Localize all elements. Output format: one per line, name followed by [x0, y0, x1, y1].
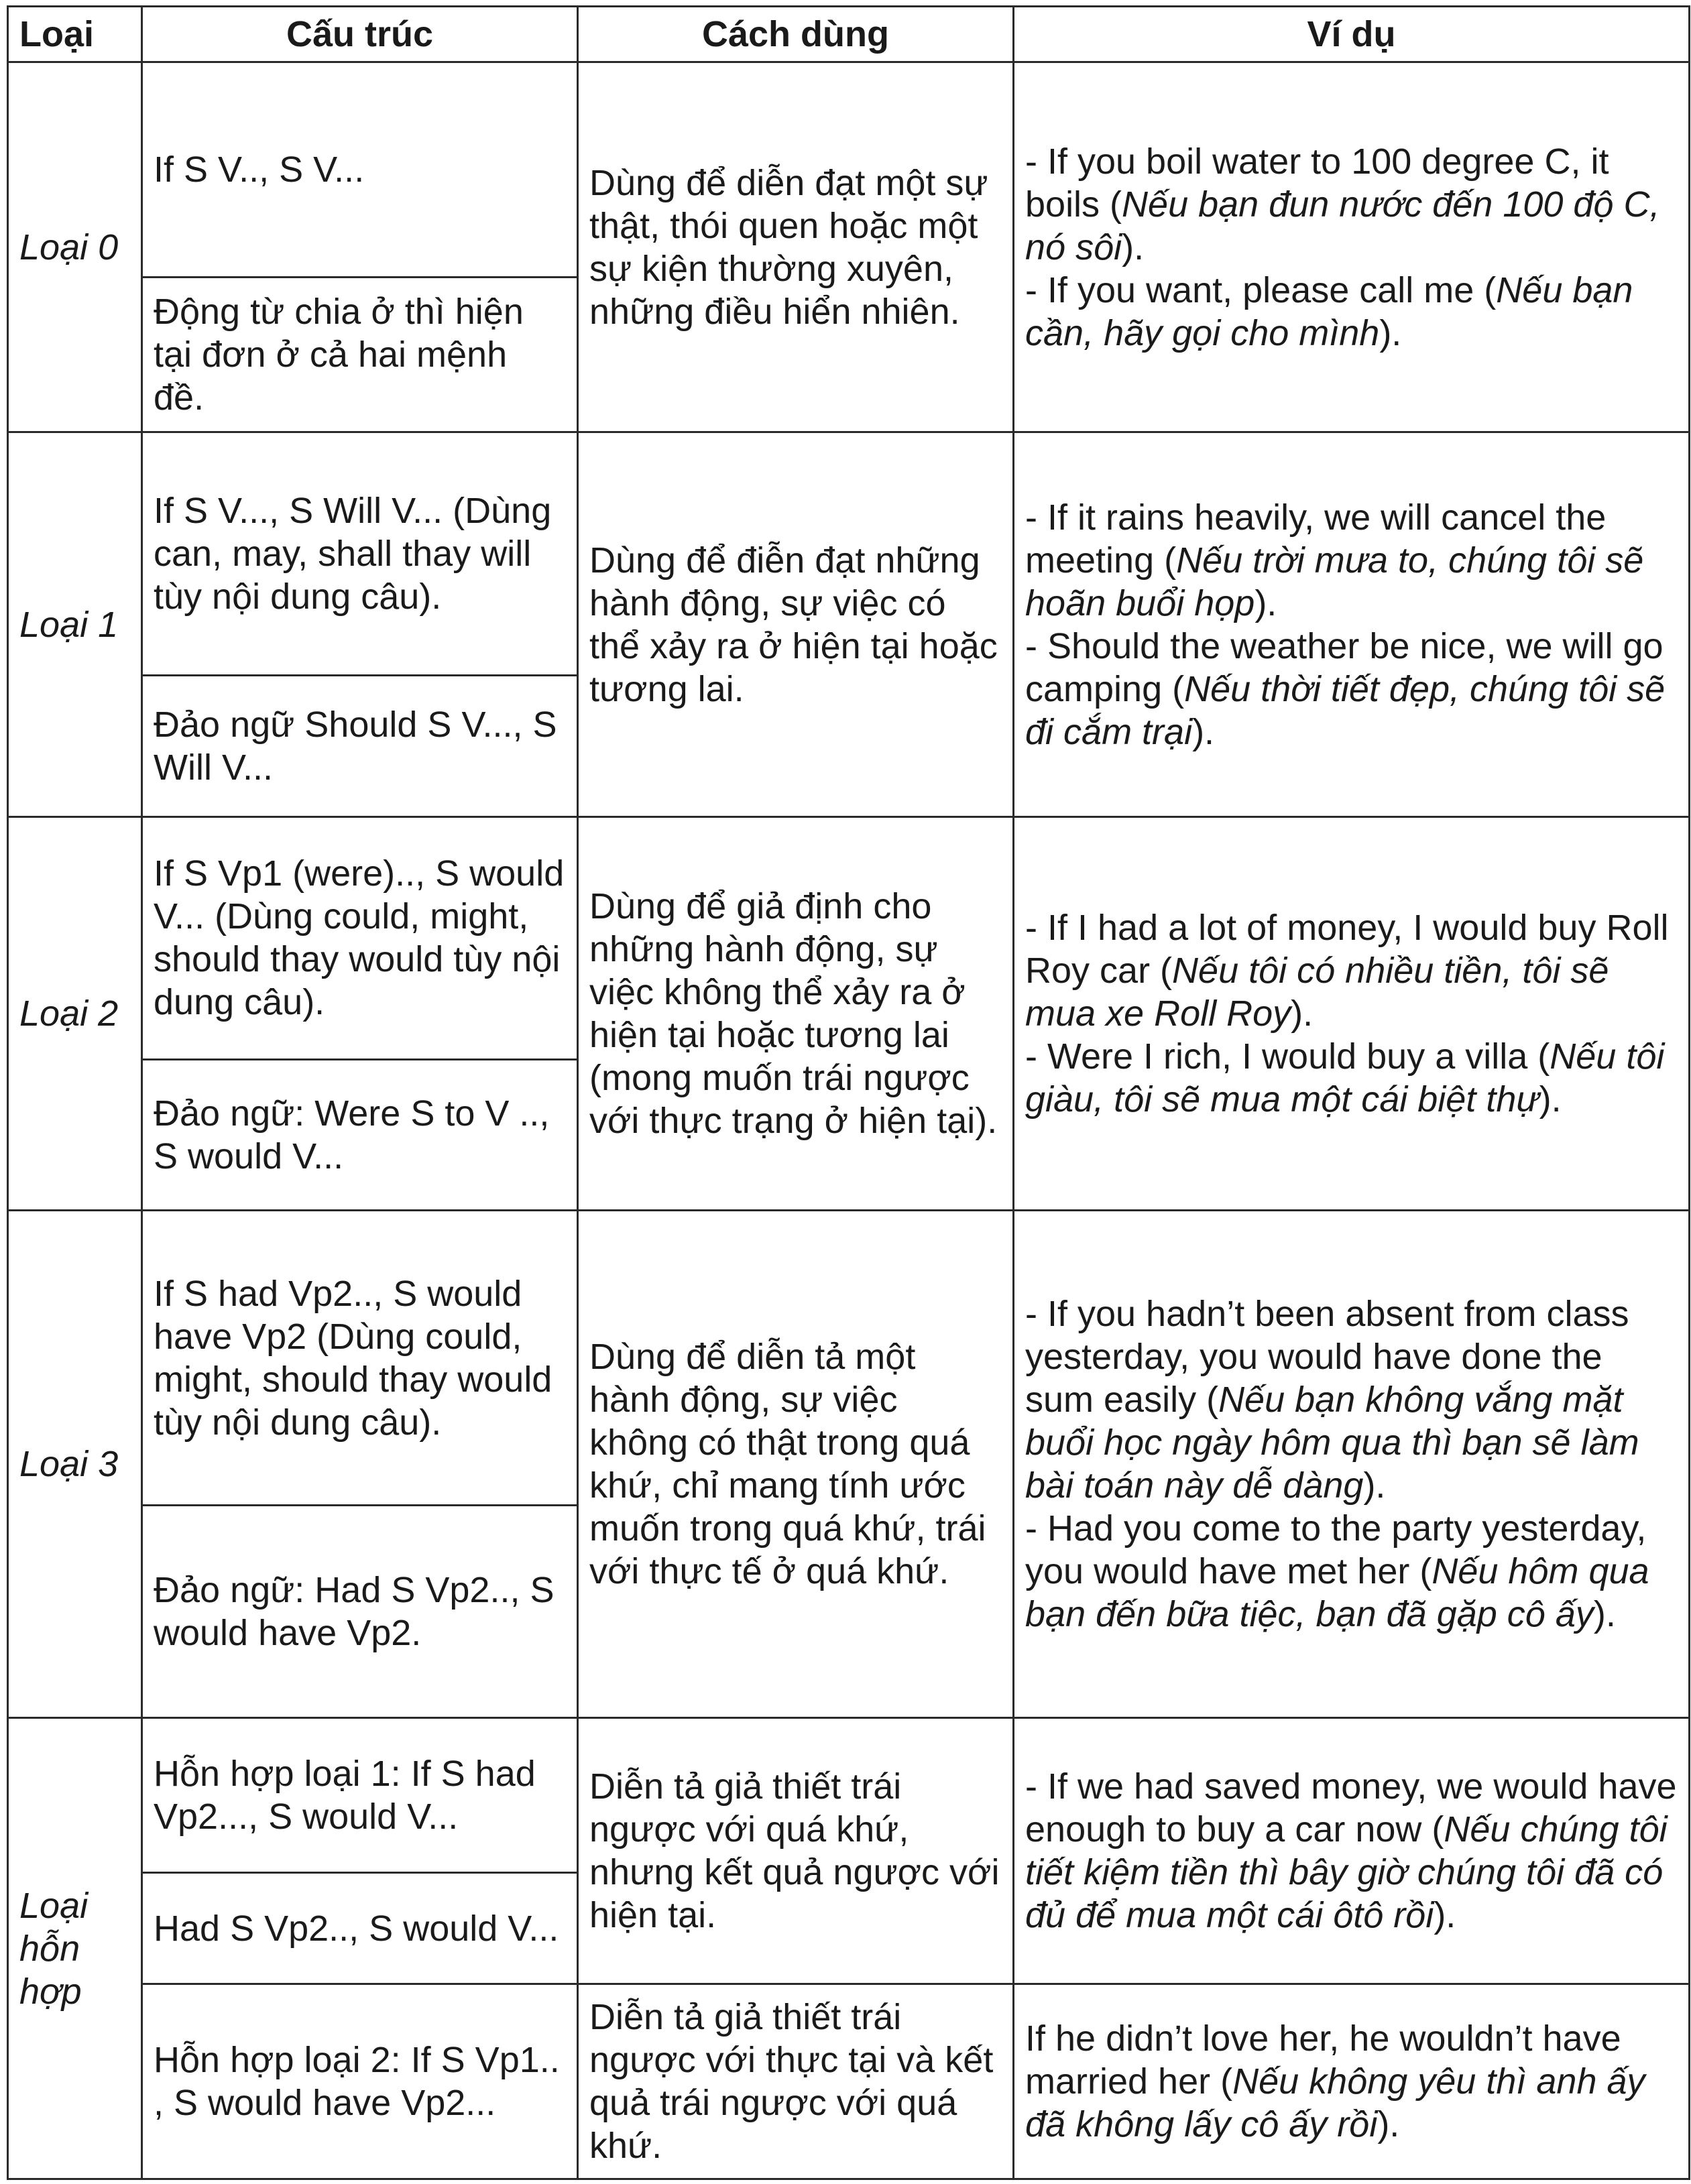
type2-example	[1014, 817, 1690, 1211]
type2-usage: Dùng để giả định cho những hành động, sự việc không thể xảy ra ở hiện tại hoặc tương lai (mong muốn trái ngược với thực trạng ở hiện tại).	[578, 817, 1014, 1211]
type0-structure-b: Động từ chia ở thì hiện tại đơn ở cả hai mệnh đề.	[142, 278, 578, 432]
mixed-row-c	[8, 1984, 1690, 2179]
mixed1-usage: Diễn tả giả thiết trái ngược với quá khứ, nhưng kết quả ngược với hiện tại.	[578, 1718, 1014, 1984]
type3-structure-a: If S had Vp2.., S would have Vp2 (Dùng could, might, should thay would tùy nội dung câu).	[142, 1211, 578, 1506]
type1-example-1: - If it rains heavily, we will cancel the meeting (Nếu trời mưa to, chúng tôi sẽ hoãn buổi họp).	[1025, 497, 1644, 623]
type2-structure-a: If S Vp1 (were).., S would V... (Dùng could, might, should thay would tùy nội dung câu).	[142, 817, 578, 1059]
mixed1-structure-a: Hỗn hợp loại 1: If S had Vp2..., S would V...	[142, 1718, 578, 1873]
type1-row-a	[8, 432, 1690, 676]
type0-usage: Dùng để diễn đạt một sự thật, thói quen hoặc một sự kiện thường xuyên, những điều hiển nhiên.	[578, 62, 1014, 432]
type1-structure-a: If S V..., S Will V... (Dùng can, may, shall thay will tùy nội dung câu).	[142, 432, 578, 676]
type2-structure-b: Đảo ngữ: Were S to V .., S would V...	[142, 1059, 578, 1211]
type1-example-2: - Should the weather be nice, we will go camping (Nếu thời tiết đẹp, chúng tôi sẽ đi cắm trại).	[1025, 625, 1666, 752]
type3-example-1: - If you hadn’t been absent from class yesterday, you would have done the sum easily (Nếu bạn không vắng mặt buổi học ngày hôm qua thì bạn sẽ làm bài toán này dễ dàng).	[1025, 1294, 1639, 1506]
type2-row-a	[8, 817, 1690, 1059]
header-structure: Cấu trúc	[142, 7, 578, 62]
type0-row-a	[8, 62, 1690, 278]
type1-structure-b: Đảo ngữ Should S V..., S Will V...	[142, 676, 578, 817]
type3-example-2: - Had you come to the party yesterday, you would have met her (Nếu hôm qua bạn đến bữa tiệc, bạn đã gặp cô ấy).	[1025, 1508, 1649, 1635]
conditional-sentences-table	[7, 5, 1690, 2180]
mixed-row-a	[8, 1718, 1690, 1873]
mixed2-structure: Hỗn hợp loại 2: If S Vp1.. , S would have Vp2...	[142, 1984, 578, 2179]
type3-example	[1014, 1211, 1690, 1718]
type1-usage: Dùng để điễn đạt những hành động, sự việc có thể xảy ra ở hiện tại hoặc tương lai.	[578, 432, 1014, 817]
type1-example	[1014, 432, 1690, 817]
mixed2-example: If he didn’t love her, he wouldn’t have married her (Nếu không yêu thì anh ấy đã không lấy cô ấy rồi).	[1014, 1984, 1690, 2179]
type3-usage: Dùng để diễn tả một hành động, sự việc không có thật trong quá khứ, chỉ mang tính ước muốn trong quá khứ, trái với thực tế ở quá khứ.	[578, 1211, 1014, 1718]
type0-label: Loại 0	[8, 62, 142, 432]
type3-row-a	[8, 1211, 1690, 1506]
type0-example	[1014, 62, 1690, 432]
mixed1-example: - If we had saved money, we would have enough to buy a car now (Nếu chúng tôi tiết kiệm tiền thì bây giờ chúng tôi đã có đủ để mua một cái ôtô rồi).	[1014, 1718, 1690, 1984]
mixed-label: Loại hỗn hợp	[8, 1718, 142, 2179]
header-type: Loại	[8, 7, 142, 62]
header-usage: Cách dùng	[578, 7, 1014, 62]
type3-label: Loại 3	[8, 1211, 142, 1718]
type2-label: Loại 2	[8, 817, 142, 1211]
type0-structure-a: If S V.., S V...	[142, 62, 578, 278]
type0-example-1: - If you boil water to 100 degree C, it boils (Nếu bạn đun nước đến 100 độ C, nó sôi).	[1025, 141, 1660, 267]
header-row	[8, 7, 1690, 62]
type0-example-2: - If you want, please call me (Nếu bạn cần, hãy gọi cho mình).	[1025, 269, 1633, 353]
type2-example-1: - If I had a lot of money, I would buy Roll Roy car (Nếu tôi có nhiều tiền, tôi sẽ mua xe Roll Roy).	[1025, 908, 1669, 1034]
type1-label: Loại 1	[8, 432, 142, 817]
mixed1-structure-b: Had S Vp2.., S would V...	[142, 1873, 578, 1984]
type2-example-2: - Were I rich, I would buy a villa (Nếu tôi giàu, tôi sẽ mua một cái biệt thự).	[1025, 1036, 1665, 1120]
type3-structure-b: Đảo ngữ: Had S Vp2.., S would have Vp2.	[142, 1506, 578, 1718]
mixed2-usage: Diễn tả giả thiết trái ngược với thực tại và kết quả trái ngược với quá khứ.	[578, 1984, 1014, 2179]
header-example: Ví dụ	[1014, 7, 1690, 62]
